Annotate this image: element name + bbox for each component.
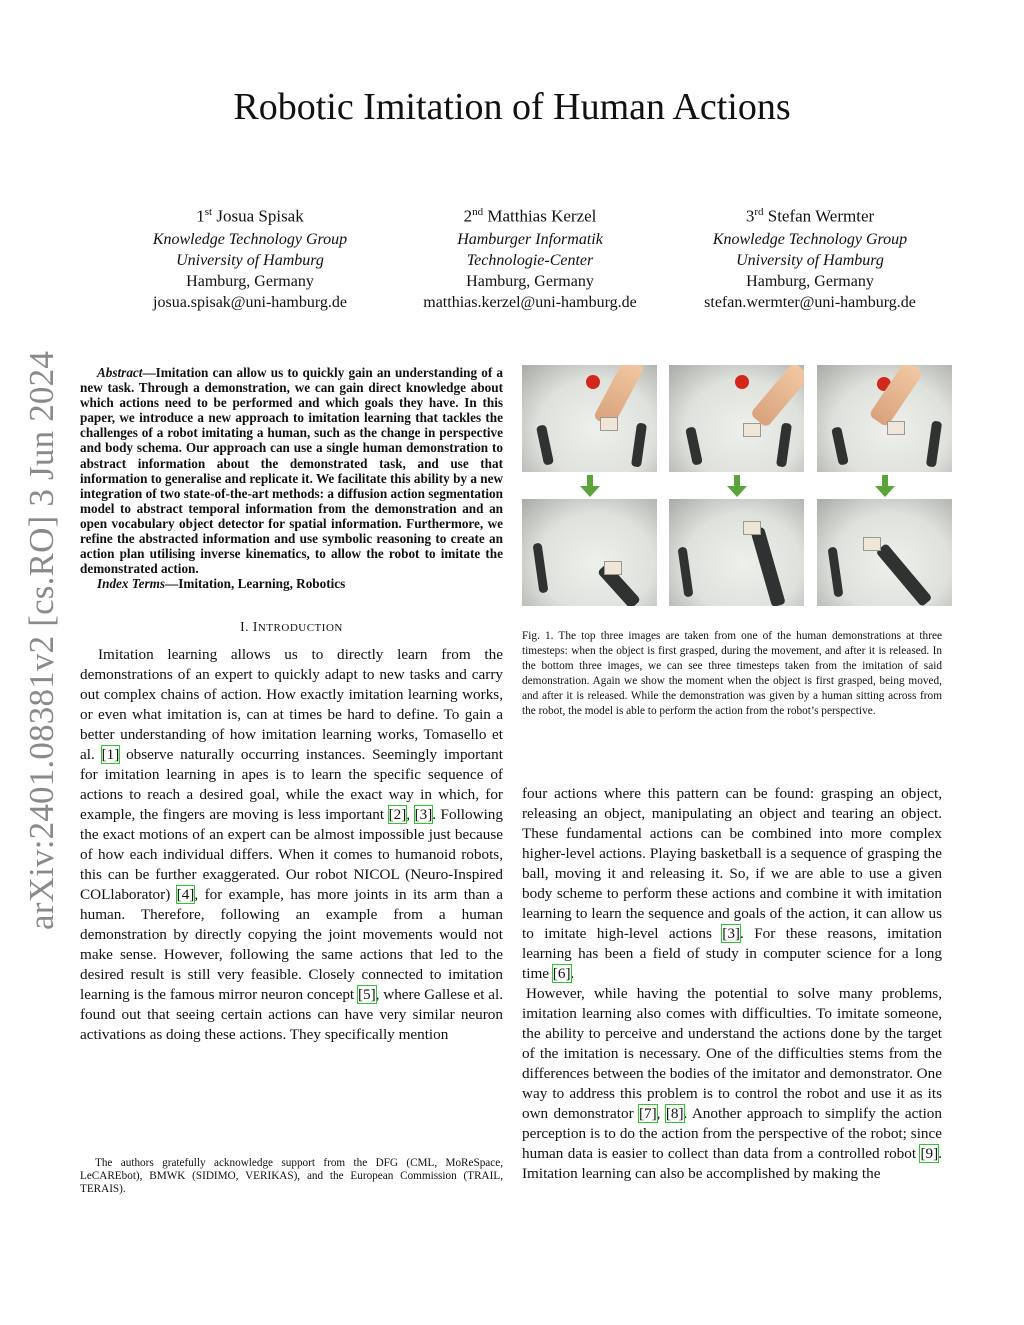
author-name: Matthias Kerzel (487, 206, 597, 226)
right-column (522, 365, 942, 719)
citation-link[interactable]: [4] (176, 886, 195, 904)
index-terms: Index Terms—Imitation, Learning, Robotics (97, 576, 346, 592)
footnote: The authors gratefully acknowledge support from the DFG (CML, MoReSpace, LeCAREbot), BMWK (SIDIMO, VERIKAS), and the European Commission (TRAIL, TERAIS). (80, 1157, 503, 1195)
author-email[interactable]: matthias.kerzel@uni-hamburg.de (423, 293, 637, 311)
author-name: Stefan Wermter (767, 206, 875, 226)
author-block (110, 200, 950, 313)
right-body-text (522, 784, 942, 1184)
figure-caption: Fig. 1. The top three images are taken from one of the human demonstrations at three timesteps: when the object is first grasped, during the movement, and after it is released. In the bottom three images, we can see three timesteps taken from the imitation of said demonstration. Again we show the moment when the object is first grasped, being moved, and after it is released. While the demonstration was given by a human sitting across from the robot, the model is able to perform the action from the robot’s perspective. (522, 630, 942, 717)
robot-frame-3 (817, 499, 952, 606)
down-arrow-icon (727, 475, 747, 497)
author-name: Josua Spisak (216, 206, 304, 226)
citation-link[interactable]: [5] (357, 986, 376, 1004)
body-paragraph: four actions where this pattern can be found: grasping an object, releasing an object, manipulating an object and tearing an object. These fundamental actions can be combined into more complex higher-level actions. Playing basketball is a sequence of grasping the ball, moving it and releasing it. So, if we are able to use a given body scheme to perform these actions and combine it with imitation learning to learn the sequence and goals of the action, it can allow us to imitate high-level actions [3]. For these reasons, imitation learning has been a field of study in computer science for a long time [6]. (522, 785, 942, 982)
robot-frame-1 (522, 499, 657, 606)
arxiv-stamp (16, 350, 68, 930)
section-heading: I. INTRODUCTION (240, 619, 343, 635)
citation-link[interactable]: [3] (414, 806, 433, 824)
author-2: 2nd Matthias Kerzel Hamburger Informatik Technologie-Center Hamburg, Germany matthias.kerzel@uni-hamburg.de (390, 200, 670, 313)
citation-link[interactable]: [9] (920, 1145, 939, 1162)
author-email[interactable]: josua.spisak@uni-hamburg.de (153, 293, 347, 311)
author-3: 3rd Stefan Wermter Knowledge Technology Group University of Hamburg Hamburg, Germany stefan.wermter@uni-hamburg.de (670, 200, 950, 313)
robot-frame-2 (669, 499, 804, 606)
down-arrow-icon (580, 475, 600, 497)
citation-link[interactable]: [8] (665, 1105, 684, 1122)
paper-title: Robotic Imitation of Human Actions (233, 86, 791, 128)
demo-frame-1 (522, 365, 657, 472)
body-paragraph: However, while having the potential to solve many problems, imitation learning also comes with difficulties. To imitate someone, the ability to perceive and understand the actions done by the target of the imitation is necessary. One of the difficulties stems from the differences between the bodies of the imitator and demonstrator. One way to address this problem is to control the robot and use it as its own demonstrator [7], [8]. Another approach to simplify the action perception is to do the action from the perspective of the robot; since human data is easier to collect than data from a controlled robot [9]. Imitation learning can also be accomplished by making the (522, 985, 942, 1182)
citation-link[interactable]: [7] (638, 1105, 657, 1122)
demo-frame-3 (817, 365, 952, 472)
intro-paragraph: Imitation learning allows us to directly learn from the demonstrations of an expert to quickly adapt to new tasks and carry out complex chains of action. How exactly imitation learning works, or even what imitation is, can at times be hard to define. To gain a better understanding of how imitation learning works, Tomasello et al. [1] observe naturally occurring instances. Seemingly important for imitation learning in apes is to learn the specific sequence of actions to reach a desired goal, while the exact way in which, for example, the fingers are moving is less important [2], [3]. Following the exact motions of an expert can be almost impossible just because of how each individual differs. When it comes to humanoid robots, this can be further exaggerated. Our robot NICOL (Neuro-Inspired COLlaborator) [4], for example, has more joints in its arm than a human. Therefore, following an example from a human demonstration by directly copying the joint movements would not make sense. However, following the same actions that led to the desired result is still very feasible. Closely connected to imitation learning is the famous mirror neuron concept [5], where Gallese et al. found out that seeing certain actions can have very similar neuron activations as doing these actions. They specifically mention (80, 646, 503, 1044)
figure-1 (522, 365, 952, 613)
arxiv-id: arXiv:2401.08381v2 [cs.RO] 3 Jun 2024 (22, 350, 61, 930)
citation-link[interactable]: [3] (722, 925, 740, 942)
citation-link[interactable]: [6] (552, 965, 571, 982)
author-email[interactable]: stefan.wermter@uni-hamburg.de (704, 293, 916, 311)
down-arrow-icon (875, 475, 895, 497)
demo-frame-2 (669, 365, 804, 472)
author-1: 1st Josua Spisak Knowledge Technology Group University of Hamburg Hamburg, Germany josua.spisak@uni-hamburg.de (110, 200, 390, 313)
abstract: Abstract—Imitation can allow us to quickly gain an understanding of a new task. Through a demonstration, we can gain direct knowledge about which actions need to be performed and which goals they have. In this paper, we introduce a new approach to imitation learning that tackles the challenges of a robot imitating a human, such as the change in perspective and body schema. Our approach can use a single human demonstration to abstract information about the demonstrated task, and use that information to generalise and replicate it. We facilitate this ability by a new integration of two state-of-the-art methods: a diffusion action segmentation model to abstract temporal information from the demonstration and an open vocabulary object detector for spatial information. Furthermore, we refine the abstracted information and use symbolic reasoning to create an action plan utilising inverse kinematics, to allow the robot to imitate the demonstrated action. (80, 365, 503, 577)
left-column (80, 365, 503, 1045)
citation-link[interactable]: [1] (101, 746, 120, 764)
citation-link[interactable]: [2] (388, 806, 407, 824)
